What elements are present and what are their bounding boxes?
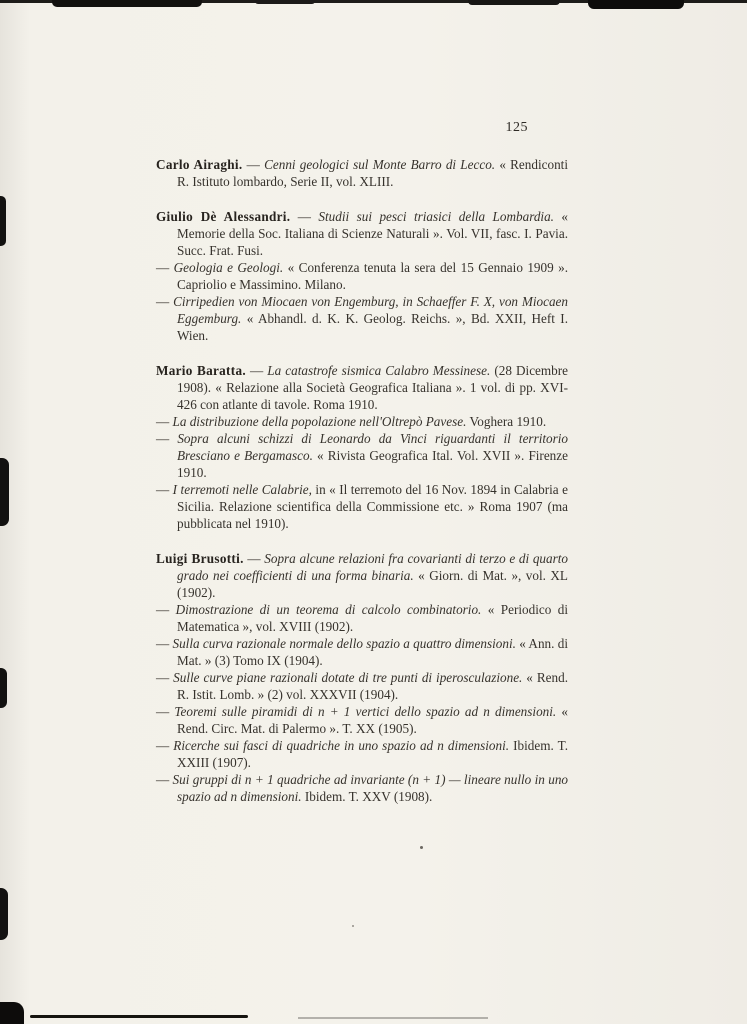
bibliography-item bbox=[156, 601, 568, 635]
text-segment-italic: Sulle curve piane razionali dotate di tre punti di iperosculazione. bbox=[173, 670, 523, 685]
text-segment-roman: « Giorn. di Mat. », vol. XL (1902). bbox=[177, 568, 568, 600]
scan-artifact-binding-2 bbox=[0, 458, 9, 526]
scan-artifact-bottom-corner bbox=[0, 1002, 24, 1024]
text-segment-italic: Dimostrazione di un teorema di calcolo combinatorio. bbox=[175, 602, 482, 617]
text-segment-italic: Sui gruppi di n + 1 quadriche ad invariante (n + 1) — lineare nullo in uno spazio ad n dimensioni. bbox=[172, 772, 569, 804]
text-segment-italic: La distribuzione della popolazione nell'Oltrepò Pavese. bbox=[172, 414, 467, 429]
text-segment-italic: Sopra alcune relazioni fra covarianti di terzo e di quarto grado nei coefficienti di una forma binaria. bbox=[177, 551, 568, 583]
text-segment-italic: La catastrofe sismica Calabro Messinese. bbox=[267, 363, 491, 378]
scan-artifact-binding-4 bbox=[0, 888, 8, 940]
scan-artifact-top-blob-3 bbox=[468, 0, 560, 5]
text-segment-roman: — bbox=[156, 636, 173, 651]
text-segment-roman: — bbox=[156, 482, 173, 497]
text-segment-roman: « Rend. R. Istit. Lomb. » (2) vol. XXXVII (1904). bbox=[177, 670, 568, 702]
bibliography-item bbox=[156, 635, 568, 669]
text-segment-roman: — bbox=[290, 209, 319, 224]
bibliography-item bbox=[156, 669, 568, 703]
text-segment-roman: « Rendiconti R. Istituto lombardo, Serie II, vol. XLIII. bbox=[177, 157, 569, 189]
text-segment-roman: — bbox=[156, 260, 174, 275]
text-segment-italic: Geologia e Geologi. bbox=[173, 260, 284, 275]
scan-artifact-bottom-faint bbox=[298, 1017, 488, 1019]
bibliography-item bbox=[156, 259, 568, 293]
text-segment-bold: Giulio Dè Alessandri. bbox=[156, 209, 291, 224]
text-segment-bold: Luigi Brusotti. bbox=[156, 551, 244, 566]
bibliography-item bbox=[156, 550, 568, 601]
bibliography-entry bbox=[156, 550, 568, 805]
text-segment-roman: — bbox=[243, 551, 265, 566]
text-segment-roman: — bbox=[156, 602, 176, 617]
bibliography-item bbox=[156, 208, 568, 259]
text-segment-italic: Sulla curva razionale normale dello spazio a quattro dimensioni. bbox=[172, 636, 516, 651]
bibliography-item bbox=[156, 737, 568, 771]
text-segment-roman: — bbox=[156, 772, 173, 787]
text-segment-roman: Ibidem. T. XXIII (1907). bbox=[177, 738, 568, 770]
text-segment-roman: — bbox=[156, 704, 175, 719]
text-segment-roman: — bbox=[156, 670, 174, 685]
bibliography-entry bbox=[156, 156, 568, 190]
scan-artifact-top-blob-4 bbox=[588, 0, 684, 9]
text-segment-roman: « Conferenza tenuta la sera del 15 Gennaio 1909 ». Capriolio e Massimino. Milano. bbox=[177, 260, 569, 292]
text-segment-roman: « Rivista Geografica Ital. Vol. XVII ». Firenze 1910. bbox=[177, 448, 568, 480]
text-segment-italic: Cenni geologici sul Monte Barro di Lecco. bbox=[264, 157, 496, 172]
text-segment-italic: Cirripedien von Miocaen von Engemburg, in Schaeffer F. X, von Miocaen Eggemburg. bbox=[173, 294, 569, 326]
scan-artifact-binding-3 bbox=[0, 668, 7, 708]
text-segment-roman: — bbox=[242, 157, 265, 172]
bibliography-item bbox=[156, 703, 568, 737]
text-segment-italic: I terremoti nelle Calabrie, bbox=[172, 482, 312, 497]
text-segment-italic: Studii sui pesci triasici della Lombardia. bbox=[318, 209, 554, 224]
bibliography-item bbox=[156, 362, 568, 413]
bibliography-item bbox=[156, 156, 568, 190]
text-segment-roman: « Ann. di Mat. » (3) Tomo IX (1904). bbox=[177, 636, 568, 668]
text-segment-roman: — bbox=[156, 414, 173, 429]
text-segment-roman: « Memorie della Soc. Italiana di Scienze Naturali ». Vol. VII, fasc. I. Pavia. Succ. Frat. Fusi. bbox=[177, 209, 569, 258]
text-segment-roman: — bbox=[156, 431, 178, 446]
bibliography-entry bbox=[156, 208, 568, 344]
bibliography-entry bbox=[156, 362, 568, 532]
text-segment-italic: Teoremi sulle piramidi di n + 1 vertici dello spazio ad n dimensioni. bbox=[174, 704, 557, 719]
bibliography-item bbox=[156, 771, 568, 805]
bibliography-item bbox=[156, 413, 568, 430]
text-segment-bold: Carlo Airaghi. bbox=[156, 157, 243, 172]
scan-artifact-speck-1 bbox=[420, 846, 423, 849]
text-segment-roman: (28 Dicembre 1908). « Relazione alla Società Geografica Italiana ». 1 vol. di pp. XVI-426 con atlante di tavole. Roma 1910. bbox=[177, 363, 569, 412]
text-segment-italic: Sopra alcuni schizzi di Leonardo da Vinci riguardanti il territorio Bresciano e Bergamasco. bbox=[177, 431, 569, 463]
bibliography-item bbox=[156, 481, 568, 532]
text-segment-roman: « Periodico di Matematica », vol. XVIII (1902). bbox=[177, 602, 568, 634]
text-segment-roman: — bbox=[156, 738, 174, 753]
text-segment-roman: — bbox=[156, 294, 174, 309]
text-segment-bold: Mario Baratta. bbox=[156, 363, 246, 378]
text-segment-roman: « Rend. Circ. Mat. di Palermo ». T. XX (1905). bbox=[177, 704, 568, 736]
bibliography-list bbox=[156, 156, 568, 823]
scan-artifact-binding-1 bbox=[0, 196, 6, 246]
bibliography-item bbox=[156, 430, 568, 481]
bibliography-item bbox=[156, 293, 568, 344]
text-segment-roman: — bbox=[245, 363, 268, 378]
page-number: 125 bbox=[505, 120, 528, 135]
text-segment-roman: Voghera 1910. bbox=[466, 414, 547, 429]
text-segment-roman: in « Il terremoto del 16 Nov. 1894 in Calabria e Sicilia. Relazione scientifica della Commissione etc. » Roma 1907 (ma pubblicata nel 1910). bbox=[177, 482, 569, 531]
text-segment-roman: « Abhandl. d. K. K. Geolog. Reichs. », Bd. XXII, Heft I. Wien. bbox=[177, 311, 568, 343]
text-segment-italic: Ricerche sui fasci di quadriche in uno spazio ad n dimensioni. bbox=[173, 738, 510, 753]
scan-artifact-speck-2 bbox=[352, 925, 354, 927]
scan-artifact-top-blob-1 bbox=[52, 0, 202, 7]
scan-artifact-bottom-line bbox=[30, 1015, 248, 1018]
scan-artifact-top-blob-2 bbox=[255, 0, 315, 4]
text-segment-roman: Ibidem. T. XXV (1908). bbox=[301, 789, 433, 804]
